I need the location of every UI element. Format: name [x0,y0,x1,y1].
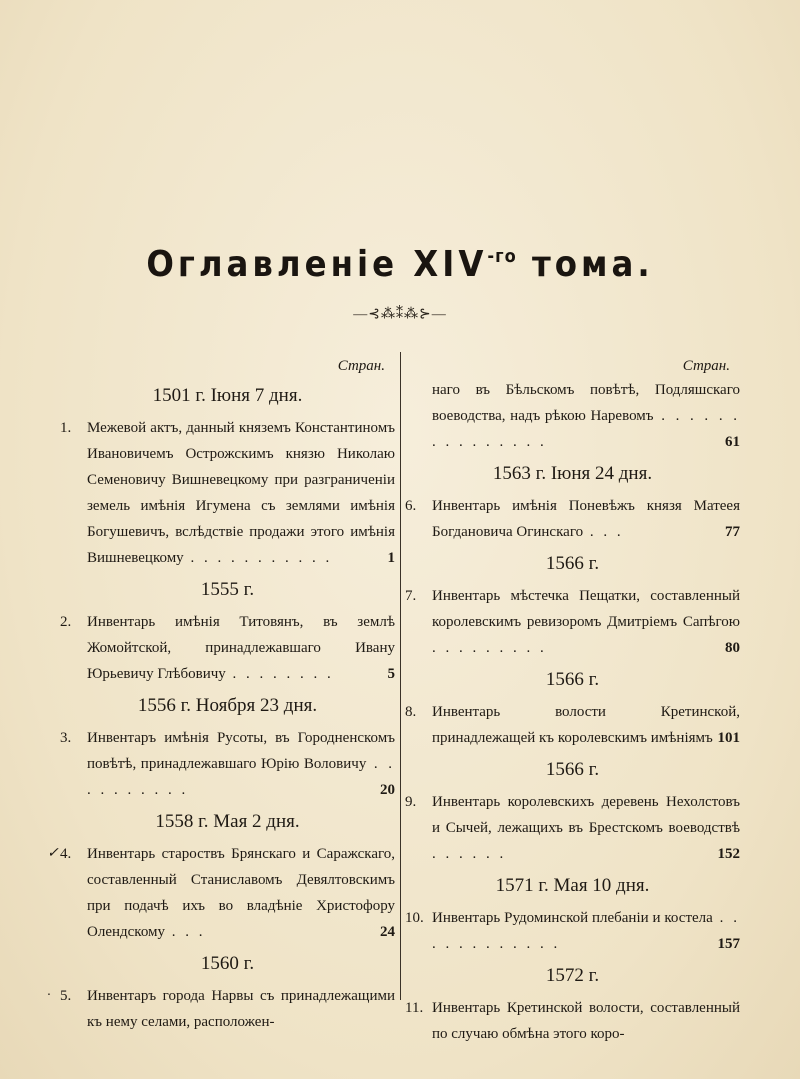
entry-text: Инвентарь имѣнія Титовянъ, въ землѣ Жомойтской, принадлежавшаго Ивану Юрьевичу Глѣбовичу [87,614,395,682]
toc-entry: ✓ 4. Инвентарь староствъ Брянскаго и Саражскаго, составленный Станиславомъ Девялтовскимъ при подачѣ ихъ во владѣніе Христофору Олендскому . . . 24 [60,841,395,945]
pencil-mark: · [47,988,51,1003]
entry-number: 9. [405,794,417,810]
toc-entry: 9. Инвентарь королевскихъ деревень Нехолстовъ и Сычей, лежащихъ въ Брестскомъ воеводствѣ . . . . . . 152 [405,789,740,867]
entry-number: 4. [60,846,72,862]
section-date: 1572 г. [545,965,600,986]
entry-number: 2. [60,614,72,630]
entry-text: Инвентарь королевскихъ деревень Нехолстовъ и Сычей, лежащихъ въ Брестскомъ воеводствѣ [432,794,740,836]
entry-text: Инвентарь мѣстечка Пещатки, составленный королевскимъ ревизоромъ Дмитріемъ Сапѣгою [432,588,740,630]
title-main: Оглавленіе XIV [146,244,488,285]
toc-entry: 1. Межевой актъ, данный княземъ Константиномъ Ивановичемъ Острожскимъ князю Николаю Семеновичу Вишневецкому при разграниченіи земель имѣнія Игумена съ землями имѣнія Богушевичъ, вслѣдствіе продажи этого имѣнія Вишневецкому . . . . . . . . . . . 1 [60,415,395,571]
entry-text: Инвентарь Рудоминской плебаніи и костела [432,910,713,926]
entry-page: 101 [717,730,740,746]
section-date: 1563 г. Іюня 24 дня. [492,463,653,484]
pencil-mark: ✓ [47,846,59,861]
toc-entry [405,995,740,1047]
entry-page: 80 [725,640,740,656]
entry-page: 77 [725,524,740,540]
entry-number: 6. [405,498,417,514]
section-date: 1501 г. Іюня 7 дня. [152,385,303,406]
entry-text: Инвентарь волости Кретинской, принадлежащей къ королевскимъ имѣніямъ [432,704,740,746]
section-date: 1566 г. [545,669,600,690]
toc-entry-continuation: наго въ Бѣльскомъ повѣтѣ, Подляшскаго воеводства, надъ рѣкою Наревомъ . . . . . . . . . . . . . . . 61 [405,377,740,455]
toc-entry [47,983,395,1035]
toc-entry: 6. Инвентарь имѣнія Поневѣжъ князя Матеея Богдановича Огинскаго . . . 77 [405,493,740,545]
title-superscript: -го [487,246,517,267]
section-date: 1556 г. Ноября 23 дня. [137,695,318,716]
right-column [405,355,740,1049]
page-header-label: Стран. [682,358,730,374]
entry-text: Инвентаръ имѣнія Русоты, въ Городненскомъ повѣтѣ, принадлежавшаго Юрію Воловичу [87,730,395,772]
entry-number: 10. [405,910,424,926]
page-header-label: Стран. [337,358,385,374]
section-date: 1566 г. [545,553,600,574]
entry-number: 5. [60,988,72,1004]
entry-page: 152 [717,846,740,862]
entry-page: 20 [380,782,395,798]
entry-page: 24 [380,924,395,940]
entry-number: 1. [60,420,72,436]
entry-text: Инвентарь имѣнія Поневѣжъ князя Матеея Богдановича Огинскаго [432,498,740,540]
section-date: 1558 г. Мая 2 дня. [155,811,300,832]
entry-page: 1 [387,550,395,566]
toc-entry: 3. Инвентаръ имѣнія Русоты, въ Городненскомъ повѣтѣ, принадлежавшаго Юрію Воловичу . . . . . . . . . . 20 [60,725,395,803]
toc-entry: 2. Инвентарь имѣнія Титовянъ, въ землѣ Жомойтской, принадлежавшаго Ивану Юрьевичу Глѣбовичу . . . . . . . . 5 [60,609,395,687]
page-title [0,244,800,285]
column-divider [400,352,401,1000]
entry-page: 157 [717,936,740,952]
entry-text: Инвентаръ города Нарвы съ принадлежащими къ нему селами, расположен- [87,988,395,1030]
section-date: 1566 г. [545,759,600,780]
entry-page: 61 [725,434,740,450]
entry-text: Межевой актъ, данный княземъ Константиномъ Ивановичемъ Острожскимъ князю Николаю Семеновичу Вишневецкому при разграниченіи земель имѣнія Игумена съ землями имѣнія Богушевичъ, вслѣдствіе продажи этого имѣнія Вишневецкому [87,420,395,566]
entry-number: 11. [405,1000,424,1016]
section-date: 1560 г. [200,953,255,974]
toc-entry: 7. Инвентарь мѣстечка Пещатки, составленный королевскимъ ревизоромъ Дмитріемъ Сапѣгою . . . . . . . . . 80 [405,583,740,661]
entry-page: 5 [387,666,395,682]
entry-text: наго въ Бѣльскомъ повѣтѣ, Подляшскаго воеводства, надъ рѣкою Наревомъ [432,382,740,424]
left-column [47,355,396,1037]
title-end: тома. [516,244,654,285]
section-date: 1555 г. [200,579,255,600]
entry-number: 7. [405,588,417,604]
title-ornament: —⊰⁂⁑⁂⊱— [353,307,447,322]
entry-text: Инвентарь Кретинской волости, составленный по случаю обмѣна этого коро- [432,1000,740,1042]
section-date: 1571 г. Мая 10 дня. [495,875,650,896]
toc-entry: 10. Инвентарь Рудоминской плебаніи и костела . . . . . . . . . . . . 157 [405,905,740,957]
entry-number: 3. [60,730,72,746]
toc-entry [405,699,740,751]
entry-text: Инвентарь староствъ Брянскаго и Саражскаго, составленный Станиславомъ Девялтовскимъ при подачѣ ихъ во владѣніе Христофору Олендскому [87,846,395,940]
entry-number: 8. [405,704,417,720]
